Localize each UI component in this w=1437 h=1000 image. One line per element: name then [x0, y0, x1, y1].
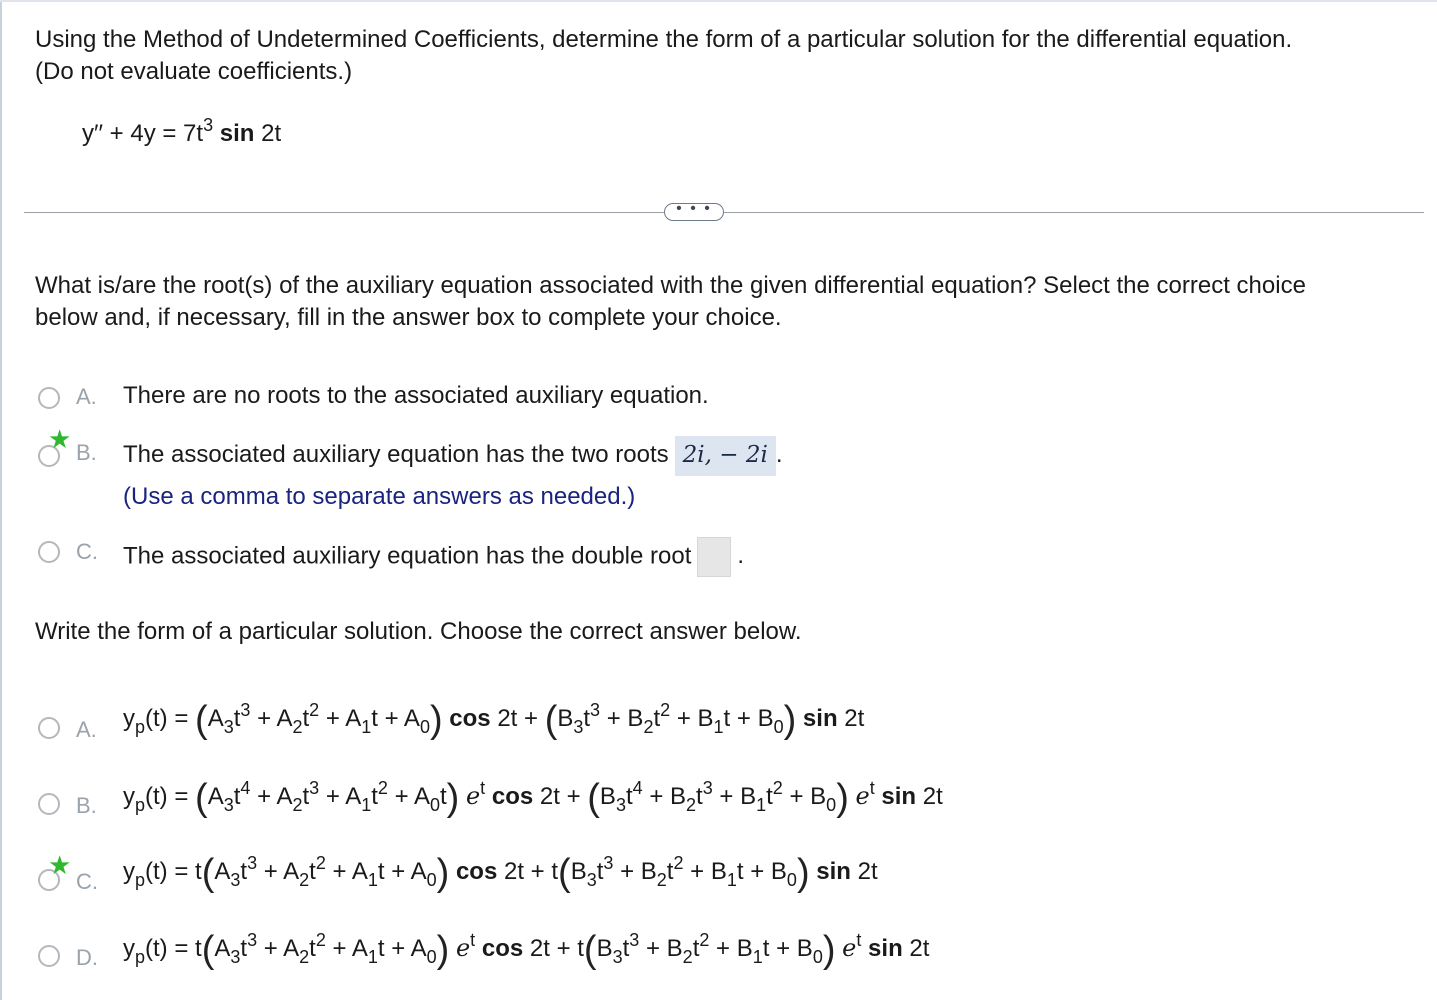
part1-option-a-text: There are no roots to the associated auxiliary equation.: [123, 382, 709, 409]
part1-option-b-text: The associated auxiliary equation has the two roots: [123, 441, 669, 468]
left-border: [0, 0, 2, 1000]
part1-option-a-radio[interactable]: [38, 387, 60, 409]
part1-option-c-radio[interactable]: [38, 541, 60, 563]
star-icon: ★: [48, 850, 72, 880]
part1-option-b-letter: B.: [76, 440, 97, 465]
part1-option-b-row: The associated auxiliary equation has the two roots 2i, − 2i .: [123, 436, 783, 476]
part2-prompt: Write the form of a particular solution. Choose the correct answer below.: [35, 618, 802, 645]
question-text: [35, 24, 1415, 88]
part2-option-c-letter: C.: [76, 869, 98, 894]
part2-option-d-radio[interactable]: [38, 945, 60, 967]
part2-option-b-expression: $y_p(t) = (A_3t^4 + A_2t^3 + A_1t^2 + A_0t)$ $e^t$ $\cos 2t + (B_3t^4 + B_2t^3 + B_1t^2 + B_0)$ $e^t$ sin 2t: [123, 777, 943, 819]
ellipsis-icon: • • •: [676, 200, 712, 217]
part1-prompt: What is/are the root(s) of the auxiliary equation associated with the given differential equation? Select the correct choice below and, if necessary, fill in the answer box to complete your choice.: [35, 272, 1306, 331]
part2-option-b-radio[interactable]: [38, 793, 60, 815]
part1-option-c-text: The associated auxiliary equation has the double root: [123, 542, 692, 570]
roots-answer-box[interactable]: 2i, − 2i: [675, 436, 776, 476]
part1-option-a-letter: A.: [76, 384, 97, 409]
question-line2: (Do not evaluate coefficients.): [35, 58, 353, 85]
part2-option-a-expression: $y_p(t) = (A_3t^3 + A_2t^2 + A_1t + A_0)$ $\cos 2t + (B_3t^3 + B_2t^2 + B_1t + B_0)$ sin 2t: [123, 699, 865, 741]
differential-equation: $y'' + 4y = 7t^3$ sin 2t: [82, 115, 282, 147]
star-icon: ★: [48, 424, 72, 454]
part2-option-a-letter: A.: [76, 717, 97, 742]
top-border: [0, 0, 1437, 2]
question-line1: Using the Method of Undetermined Coefficients, determine the form of a particular solution for the differential equation.: [35, 26, 1293, 53]
divider: [24, 212, 1424, 213]
part2-option-d-letter: D.: [76, 945, 98, 970]
part1-option-c-row: The associated auxiliary equation has the double root .: [123, 537, 744, 577]
part2-option-c-expression: $y_p(t) = t(A_3t^3 + A_2t^2 + A_1t + A_0)$ $\cos 2t + t(B_3t^3 + B_2t^2 + B_1t + B_0)$ sin 2t: [123, 852, 878, 894]
part2-option-b-letter: B.: [76, 793, 97, 818]
part1-option-b-hint: (Use a comma to separate answers as needed.): [123, 483, 636, 510]
part2-option-a-radio[interactable]: [38, 717, 60, 739]
more-button[interactable]: [664, 200, 724, 221]
part2-option-d-expression: $y_p(t) = t(A_3t^3 + A_2t^2 + A_1t + A_0)$ $e^t$ $\cos 2t + t(B_3t^3 + B_2t^2 + B_1t + B_0)$ $e^t$ sin 2t: [123, 929, 930, 971]
double-root-answer-box[interactable]: [697, 537, 731, 577]
part1-option-c-letter: C.: [76, 539, 98, 564]
